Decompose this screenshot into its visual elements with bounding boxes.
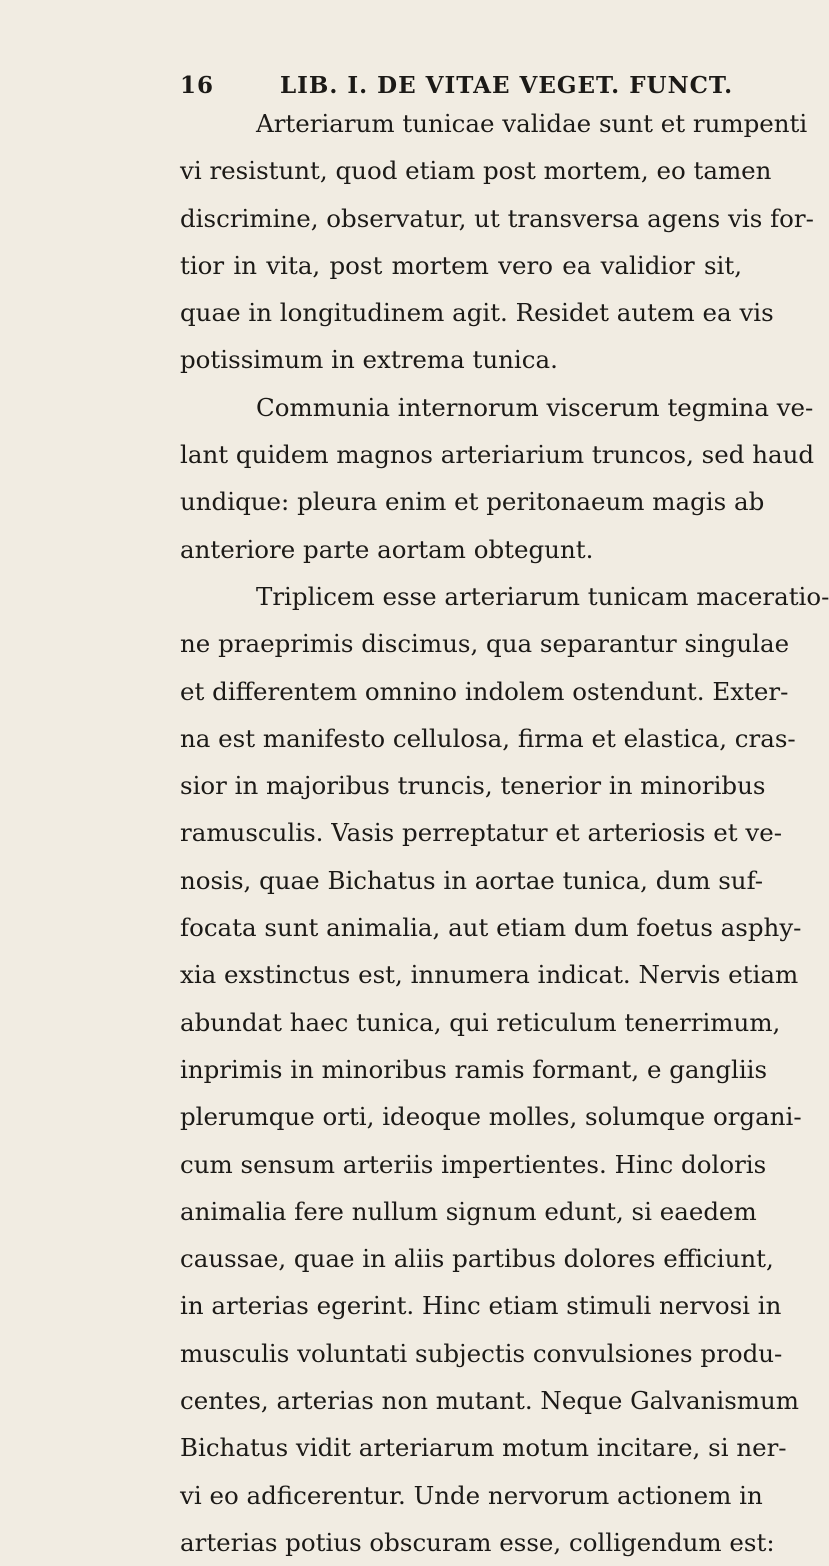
- paragraph-2: [180, 384, 815, 573]
- text-line: Communia internorum viscerum tegmina ve-: [256, 392, 814, 422]
- text-line: tior in vita, post mortem vero ea validior sit,: [180, 250, 742, 280]
- text-line: undique: pleura enim et peritonaeum magis ab: [180, 487, 765, 517]
- text-line: in arterias egerint. Hinc etiam stimuli nervosi in: [180, 1291, 782, 1321]
- text-line: vi resistunt, quod etiam post mortem, eo tamen: [180, 156, 772, 186]
- text-line: centes, arterias non mutant. Neque Galvanismum: [180, 1386, 800, 1416]
- text-line: Triplicem esse arteriarum tunicam maceratio-: [256, 581, 829, 611]
- text-line: na est manifesto cellulosa, firma et elastica, cras-: [180, 723, 796, 753]
- text-line: abundat haec tunica, qui reticulum tenerrimum,: [180, 1007, 781, 1037]
- text-line: discrimine, observatur, ut transversa agens vis for-: [180, 203, 814, 233]
- text-line: plerumque orti, ideoque molles, solumque organi-: [180, 1102, 802, 1132]
- text-line: anteriore parte aortam obtegunt.: [180, 534, 594, 564]
- text-line: cum sensum arteriis impertientes. Hinc doloris: [180, 1149, 767, 1179]
- text-line: inprimis in minoribus ramis formant, e gangliis: [180, 1054, 768, 1084]
- text-line: Bichatus vidit arteriarum motum incitare, si ner-: [180, 1433, 787, 1463]
- text-line: Arteriarum tunicae validae sunt et rumpenti: [256, 109, 808, 138]
- text-line: musculis voluntati subjectis convulsiones produ-: [180, 1338, 783, 1368]
- text-line: nosis, quae Bichatus in aortae tunica, dum suf-: [180, 865, 764, 895]
- running-head: LIB. I. DE VITAE VEGET. FUNCT.: [280, 72, 734, 99]
- text-line: et differentem omnino indolem ostendunt. Exter-: [180, 676, 789, 706]
- text-line: quae in longitudinem agit. Residet autem ea vis: [180, 298, 774, 328]
- text-line: focata sunt animalia, aut etiam dum foetus asphy-: [180, 913, 802, 943]
- text-line: ne praeprimis discimus, qua separantur singulae: [180, 629, 790, 659]
- text-line: xia exstinctus est, innumera indicat. Nervis etiam: [180, 960, 799, 990]
- paragraph-3: [180, 573, 829, 1566]
- text-line: ramusculis. Vasis perreptatur et arteriosis et ve-: [180, 818, 783, 848]
- text-line: lant quidem magnos arteriarium truncos, sed haud: [180, 440, 815, 470]
- text-line: potissimum in extrema tunica.: [180, 345, 558, 375]
- paragraph-1: [180, 100, 814, 384]
- body-text: [180, 100, 829, 1566]
- text-line: arterias potius obscuram esse, colligendum est:: [180, 1527, 775, 1557]
- text-line: animalia fere nullum signum edunt, si eaedem: [180, 1196, 757, 1226]
- text-line: sior in majoribus truncis, tenerior in minoribus: [180, 771, 766, 801]
- page-number: 16: [180, 72, 215, 99]
- text-line: vi eo adficerentur. Unde nervorum actionem in: [180, 1480, 763, 1510]
- text-line: caussae, quae in aliis partibus dolores efficiunt,: [180, 1244, 774, 1274]
